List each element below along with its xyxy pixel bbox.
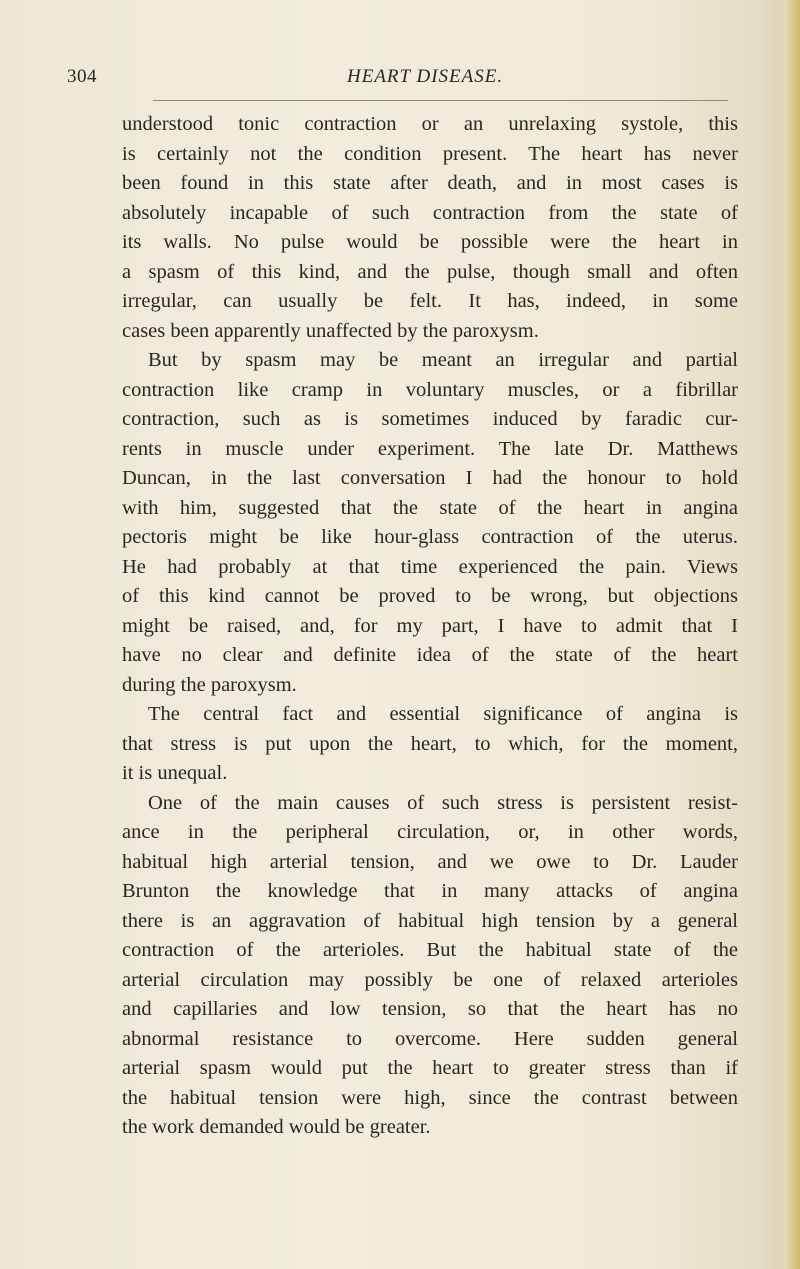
body-text [122,110,738,1143]
running-title: HEART DISEASE. [347,66,504,87]
text-line: arterial circulation may possibly be one of relaxed arterioles [122,968,738,991]
text-line: cases been apparently unaffected by the paroxysm. [122,319,539,342]
paragraph-start-line: But by spasm may be meant an irregular and partial [148,349,738,371]
text-line: absolutely incapable of such contraction from the state of [122,201,738,224]
text-line: a spasm of this kind, and the pulse, though small and often [122,260,738,283]
text-line: that stress is put upon the heart, to which, for the moment, [122,732,738,755]
text-line: He had probably at that time experienced the pain. Views [122,555,738,578]
text-line: Brunton the knowledge that in many attacks of angina [122,880,738,902]
text-line: Duncan, in the last conversation I had the honour to hold [122,467,738,489]
text-line: been found in this state after death, and in most cases is [122,172,738,194]
running-header [0,66,800,96]
text-line: the habitual tension were high, since the contrast between [122,1086,738,1109]
text-line: of this kind cannot be proved to be wrong, but objections [122,585,738,607]
header-rule [153,100,728,101]
text-line: arterial spasm would put the heart to greater stress than if [122,1057,738,1079]
text-line: the work demanded would be greater. [122,1116,431,1138]
text-line: contraction, such as is sometimes induced by faradic cur- [122,408,738,430]
text-line: understood tonic contraction or an unrelaxing systole, this [122,113,738,135]
text-line: irregular, can usually be felt. It has, indeed, in some [122,290,738,312]
paragraph-start-line: One of the main causes of such stress is persistent resist- [148,791,738,814]
text-line: might be raised, and, for my part, I have to admit that I [122,614,738,637]
text-line: it is unequal. [122,762,228,784]
text-line: there is an aggravation of habitual high tension by a general [122,909,738,932]
page-edge [784,0,800,1269]
text-line: its walls. No pulse would be possible were the heart in [122,231,738,253]
text-line: contraction of the arterioles. But the habitual state of the [122,939,738,961]
text-line: have no clear and definite idea of the state of the heart [122,644,738,666]
text-line: ance in the peripheral circulation, or, in other words, [122,821,738,843]
text-line: and capillaries and low tension, so that the heart has no [122,998,738,1020]
text-line: during the paroxysm. [122,673,297,696]
text-line: habitual high arterial tension, and we owe to Dr. Lauder [122,850,738,873]
text-line: with him, suggested that the state of the heart in angina [122,496,738,519]
page-number: 304 [67,66,97,87]
text-line: is certainly not the condition present. The heart has never [122,142,738,165]
text-line: abnormal resistance to overcome. Here sudden general [122,1027,738,1050]
paragraph-start-line: The central fact and essential significance of angina is [148,703,738,725]
text-line: rents in muscle under experiment. The late Dr. Matthews [122,437,738,460]
text-line: contraction like cramp in voluntary muscles, or a fibrillar [122,378,738,401]
text-line: pectoris might be like hour-glass contraction of the uterus. [122,526,738,548]
